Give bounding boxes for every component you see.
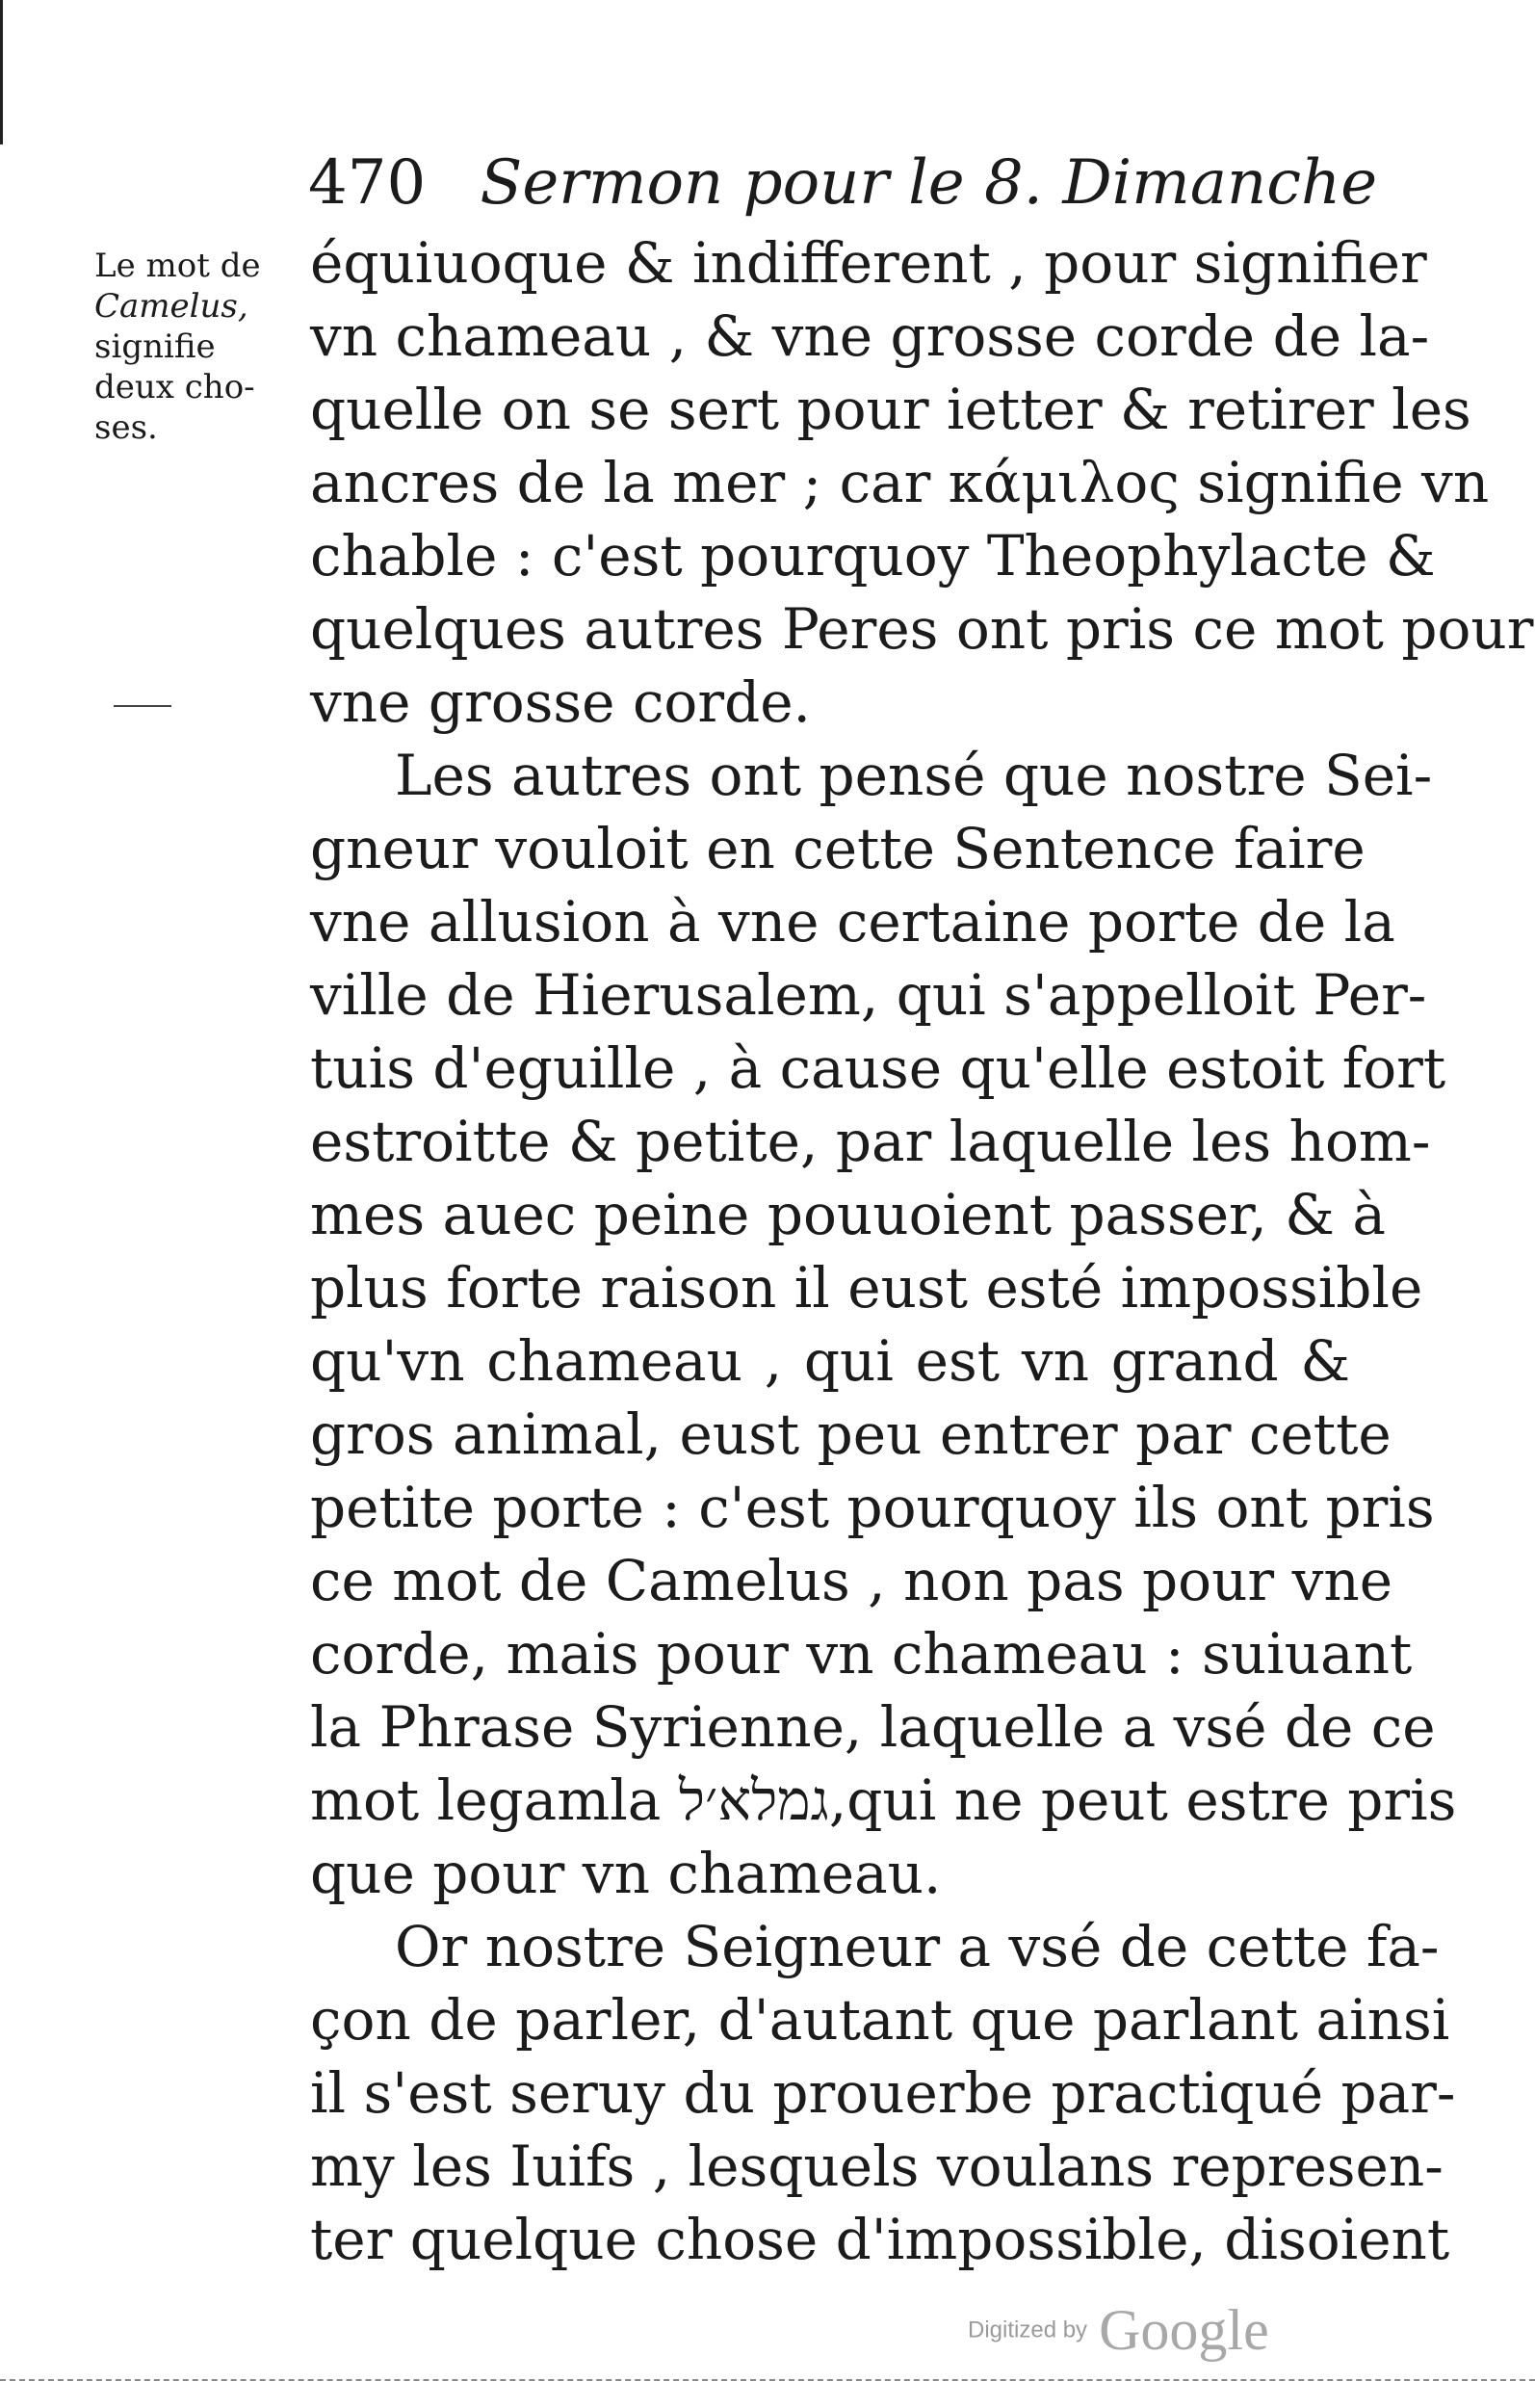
text-line: ter quelque chose d'impossible, disoient: [310, 2207, 1450, 2272]
text-line: estroitte & petite, par laquelle les hom-: [310, 1109, 1431, 1174]
text-line: petite porte : c'est pourquoy ils ont pris: [310, 1475, 1435, 1540]
margin-note-line: signifie: [94, 327, 216, 366]
digitized-by-label: Digitized by: [968, 2316, 1088, 2343]
text-line: gneur vouloit en cette Sentence faire: [310, 816, 1366, 881]
text-line: qu'vn chameau , qui est vn grand &: [310, 1328, 1350, 1394]
text-line: chable : c'est pourquoy Theophylacte &: [310, 523, 1436, 589]
running-header: [308, 144, 1378, 222]
text-line: quelques autres Peres ont pris ce mot pour: [310, 596, 1534, 662]
page-corner-mark: [0, 0, 61, 144]
bottom-edge-rule: [0, 2379, 1535, 2381]
text-line: ville de Hierusalem, qui s'appelloit Per-: [310, 962, 1427, 1028]
text-line: ancres de la mer ; car κάμιλος signifie vn: [310, 450, 1490, 515]
text-line: Les autres ont pensé que nostre Sei-: [395, 743, 1433, 808]
text-line: corde, mais pour vn chameau : suiuant: [310, 1621, 1413, 1687]
text-line: gros animal, eust peu entrer par cette: [310, 1401, 1392, 1467]
text-line: équiuoque & indifferent , pour signifier: [310, 230, 1427, 296]
page-number: 470: [308, 147, 427, 219]
margin-ornament: [114, 686, 171, 707]
margin-note-line: Camelus,: [94, 287, 248, 326]
margin-note-line: Le mot de: [94, 247, 261, 285]
text-line: mes auec peine pouuoient passer, & à: [310, 1182, 1386, 1247]
text-line: que pour vn chameau.: [310, 1841, 942, 1906]
text-line: my les Iuifs , lesquels voulans represen-: [310, 2133, 1444, 2199]
text-line: quelle on se sert pour ietter & retirer les: [310, 377, 1471, 442]
digitized-watermark: [968, 2297, 1269, 2384]
text-line: plus forte raison il eust esté impossible: [310, 1255, 1423, 1321]
margin-note: [94, 246, 297, 448]
text-line: il s'est seruy du prouerbe practiqué par-: [310, 2060, 1456, 2126]
text-line: Or nostre Seigneur a vsé de cette fa-: [395, 1914, 1440, 1979]
text-line: tuis d'eguille , à cause qu'elle estoit fort: [310, 1035, 1446, 1101]
text-line: vne grosse corde.: [310, 669, 811, 735]
text-line: mot legamla גמלא׳ל,qui ne peut estre pris: [310, 1767, 1457, 1833]
text-line: çon de parler, d'autant que parlant ainsi: [310, 1987, 1450, 2053]
running-title: Sermon pour le 8. Dimanche: [480, 147, 1378, 219]
text-line: ce mot de Camelus , non pas pour vne: [310, 1548, 1393, 1613]
text-line: la Phrase Syrienne, laquelle a vsé de ce: [310, 1694, 1436, 1760]
margin-note-line: ses.: [94, 408, 158, 447]
google-logo: Google: [1099, 2298, 1269, 2362]
text-line: vn chameau , & vne grosse corde de la-: [310, 303, 1430, 369]
text-line: vne allusion à vne certaine porte de la: [310, 889, 1395, 955]
margin-note-line: deux cho-: [94, 368, 255, 406]
